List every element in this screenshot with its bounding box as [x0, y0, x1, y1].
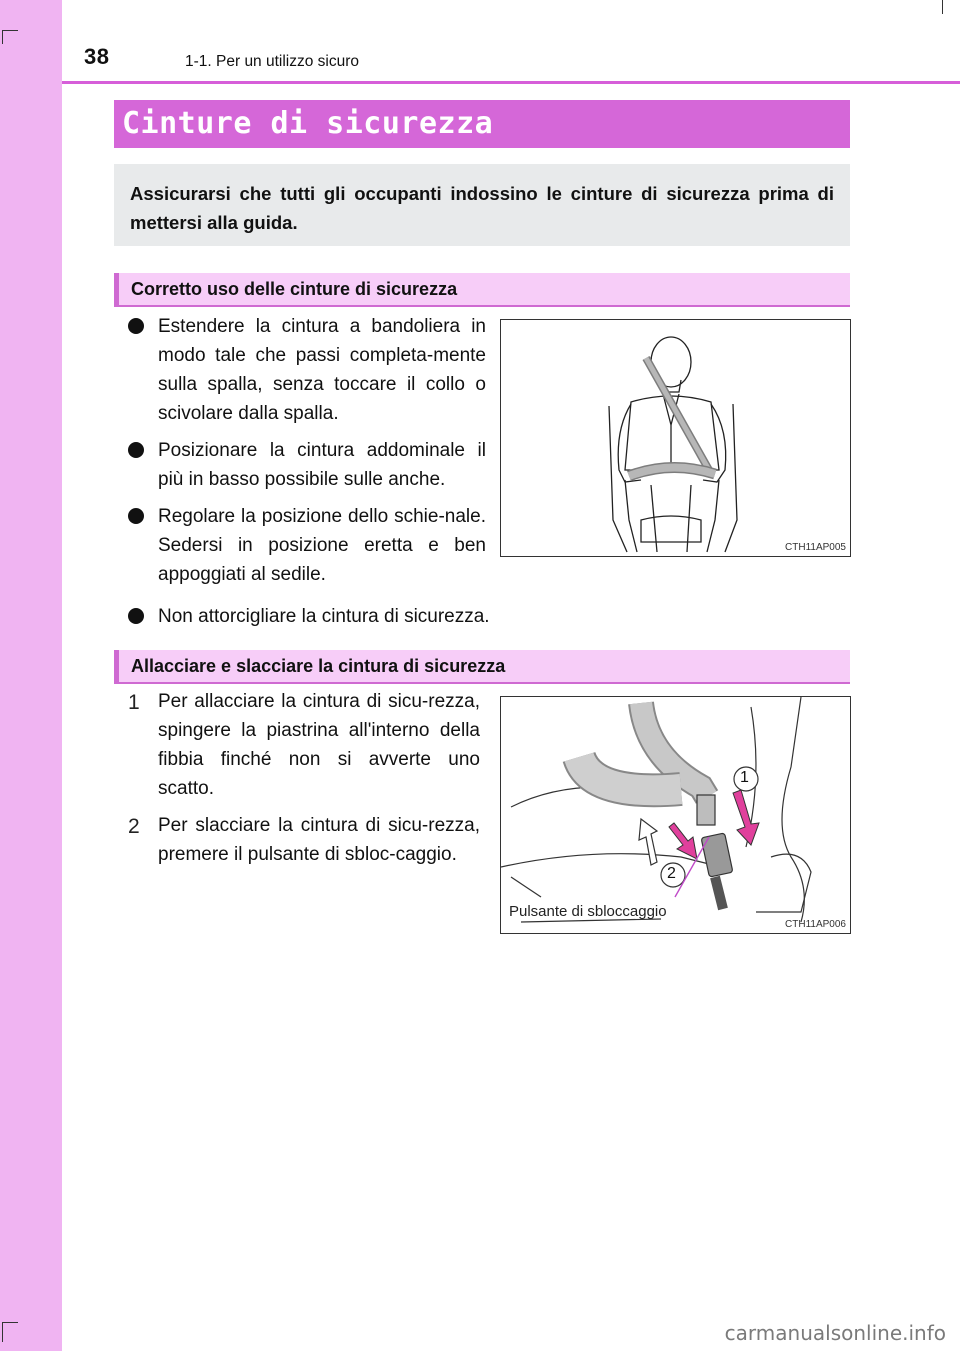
- bullet-dot-icon: [128, 508, 144, 524]
- step-text: Per allacciare la cintura di sicu-rezza, spingere la piastrina all'interno della fibbia finché non si avverte uno scatto.: [158, 691, 480, 799]
- step-list: [128, 687, 480, 877]
- buckle-illustration: [501, 697, 850, 933]
- section-heading-correct-use: [114, 273, 850, 307]
- page-title: Cinture di sicurezza: [122, 106, 494, 141]
- seated-person-illustration: [501, 320, 850, 556]
- crop-mark: [2, 30, 3, 44]
- section-heading-fasten: [114, 650, 850, 684]
- list-item: [128, 687, 480, 803]
- section-heading-text: Corretto uso delle cinture di sicurezza: [131, 279, 458, 299]
- release-button-label: Pulsante di sbloccaggio: [509, 903, 667, 920]
- header-rule: [62, 81, 960, 84]
- crop-mark: [2, 30, 18, 31]
- crop-mark: [2, 1322, 3, 1342]
- figure-code: CTH11AP006: [785, 919, 846, 930]
- figure-buckle: [500, 696, 851, 934]
- intro-text: Assicurarsi che tutti gli occupanti indossino le cinture di sicurezza prima di mettersi alla guida.: [130, 183, 834, 233]
- list-item: [128, 602, 490, 631]
- bullet-text: Regolare la posizione dello schie-nale. Sedersi in posizione eretta e ben appoggiati al sedile.: [158, 506, 486, 585]
- list-item: [128, 811, 480, 869]
- step-number: 2: [128, 815, 140, 838]
- page-number: 38: [84, 44, 110, 69]
- bullet-dot-icon: [128, 608, 144, 624]
- bullet-dot-icon: [128, 318, 144, 334]
- figure-seated-person: [500, 319, 851, 557]
- list-item: [128, 312, 486, 428]
- chapter-side-tab: [0, 0, 62, 1351]
- section-heading-text: Allacciare e slacciare la cintura di sicurezza: [131, 656, 506, 676]
- watermark: carmanualsonline.info: [724, 1321, 946, 1345]
- bullet-list: [128, 312, 486, 597]
- callout-2: 2: [667, 865, 676, 882]
- bullet-text: Posizionare la cintura addominale il più in basso possibile sulle anche.: [158, 440, 486, 490]
- step-text: Per slacciare la cintura di sicu-rezza, premere il pulsante di sbloc-caggio.: [158, 815, 480, 865]
- step-number: 1: [128, 691, 140, 714]
- crop-mark: [2, 1322, 18, 1323]
- bullet-text: Estendere la cintura a bandoliera in modo tale che passi completa-mente sulla spalla, senza toccare il collo o scivolare dalla spalla.: [158, 316, 486, 424]
- list-item: [128, 502, 486, 589]
- crop-mark: [942, 0, 943, 14]
- title-band: [114, 100, 850, 148]
- list-item: [128, 436, 486, 494]
- callout-1: 1: [740, 769, 749, 786]
- bullet-text: Non attorcigliare la cintura di sicurezza.: [158, 606, 490, 627]
- running-head: 1-1. Per un utilizzo sicuro: [185, 53, 360, 70]
- figure-code: CTH11AP005: [785, 542, 846, 553]
- intro-box: [114, 164, 850, 246]
- bullet-dot-icon: [128, 442, 144, 458]
